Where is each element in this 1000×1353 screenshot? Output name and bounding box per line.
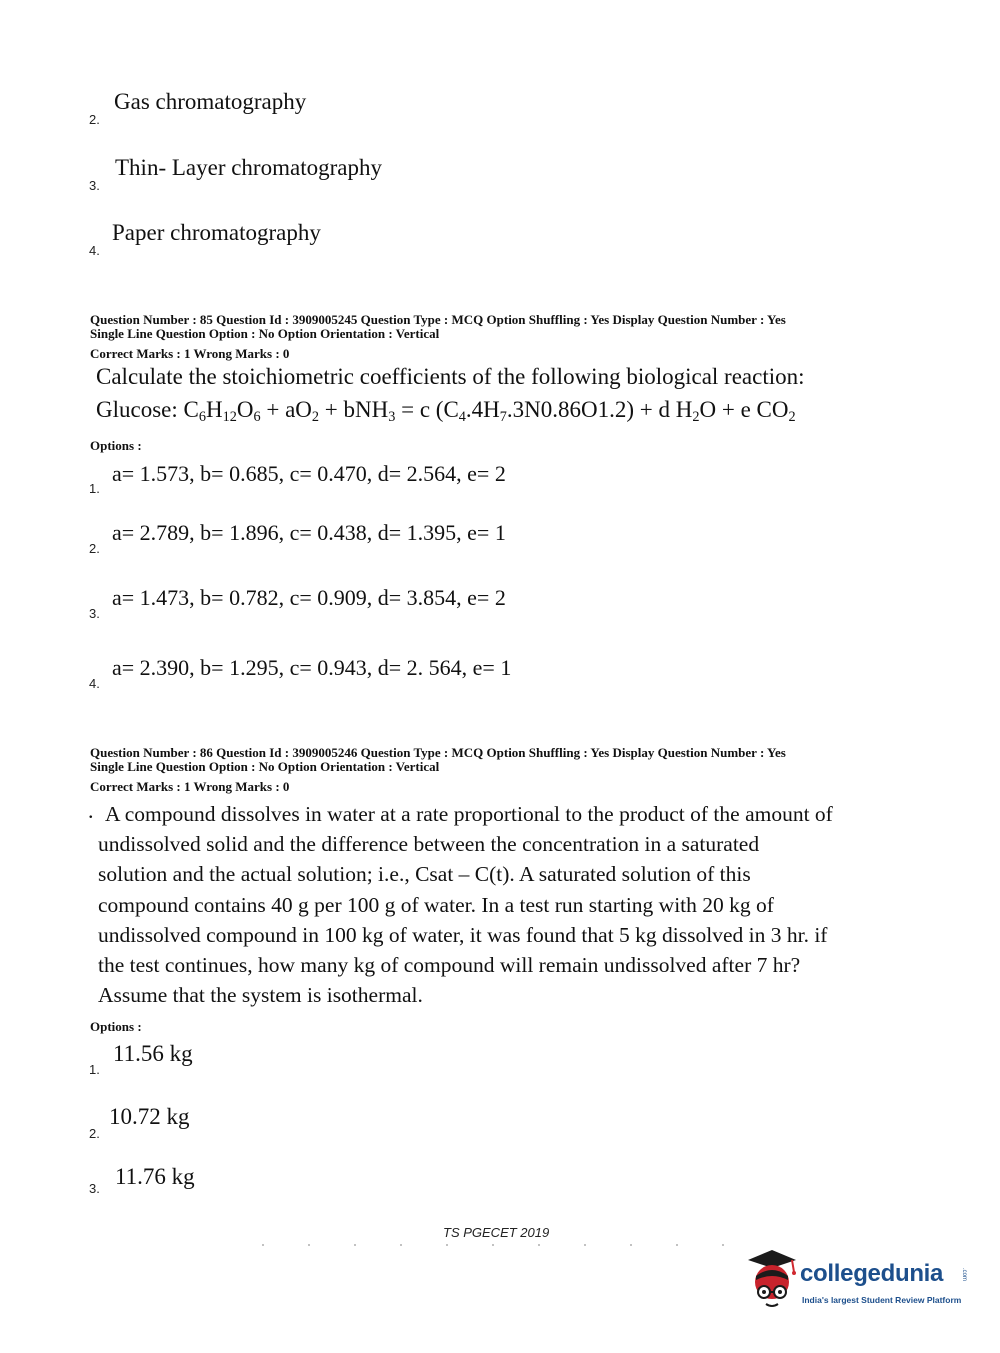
- question-line: the test continues, how many kg of compound will remain undissolved after 7 hr?: [98, 953, 801, 978]
- question-text: Calculate the stoichiometric coefficients of the following biological reaction:: [96, 364, 805, 389]
- reaction-equation: Glucose: $C_6H_{12}O_6 + aO_2 + bNH_3 = c$ $(C_4.4H_7.3N0.86O1.2) + d$ $H_2O + e$ $CO_2$: [96, 397, 796, 425]
- question-bullet: .: [88, 798, 94, 823]
- collegedunia-mascot-icon: [742, 1246, 800, 1310]
- option-text: Thin- Layer chromatography: [115, 155, 382, 180]
- options-label: Options :: [90, 1019, 142, 1034]
- option-number: 2.: [89, 112, 100, 127]
- question-marks: Correct Marks : 1 Wrong Marks : 0: [90, 779, 290, 794]
- option-text: a= 2.789, b= 1.896, c= 0.438, d= 1.395, e= 1: [112, 520, 506, 545]
- question-line: undissolved compound in 100 kg of water, it was found that 5 kg dissolved in 3 hr. if: [98, 922, 828, 947]
- exam-footer: TS PGECET 2019: [443, 1225, 550, 1240]
- option-number: 1.: [89, 481, 100, 496]
- option-text: a= 1.473, b= 0.782, c= 0.909, d= 3.854, e= 2: [112, 585, 506, 610]
- question-meta-line1: Question Number : 85 Question Id : 3909005245 Question Type : MCQ Option Shuffling : Yes Display Question Number : Yes: [90, 312, 786, 327]
- option-number: 4.: [89, 676, 100, 691]
- option-text: Gas chromatography: [114, 89, 307, 114]
- question-line: undissolved solid and the difference between the concentration in a saturated: [98, 832, 760, 857]
- question-meta-line2: Single Line Question Option : No Option Orientation : Vertical: [90, 759, 440, 774]
- option-number: 2.: [89, 1126, 100, 1141]
- option-text: a= 2.390, b= 1.295, c= 0.943, d= 2. 564, e= 1: [112, 655, 512, 680]
- option-number: 1.: [89, 1062, 100, 1077]
- option-text: 11.76 kg: [115, 1164, 195, 1189]
- option-number: 3.: [89, 606, 100, 621]
- collegedunia-logo-text: collegedunia: [800, 1260, 944, 1287]
- options-label: Options :: [90, 438, 142, 453]
- option-text: 11.56 kg: [113, 1041, 193, 1066]
- logo-suffix: .com: [961, 1268, 967, 1282]
- option-number: 3.: [89, 1181, 100, 1196]
- option-number: 2.: [89, 541, 100, 556]
- question-line: Assume that the system is isothermal.: [98, 983, 423, 1008]
- question-text: [98, 799, 888, 1010]
- question-meta-line2: Single Line Question Option : No Option Orientation : Vertical: [90, 326, 440, 341]
- logo-tagline: India's largest Student Review Platform: [802, 1295, 962, 1305]
- question-line: compound contains 40 g per 100 g of water. In a test run starting with 20 kg of: [98, 892, 774, 917]
- option-text: 10.72 kg: [109, 1104, 190, 1129]
- question-line: solution and the actual solution; i.e., Csat – C(t). A saturated solution of this: [98, 862, 751, 887]
- option-number: 3.: [89, 178, 100, 193]
- footer-divider: [240, 1244, 760, 1246]
- option-number: 4.: [89, 243, 100, 258]
- question-line: A compound dissolves in water at a rate proportional to the product of the amount of: [105, 802, 833, 826]
- option-text: a= 1.573, b= 0.685, c= 0.470, d= 2.564, e= 2: [112, 461, 506, 486]
- option-text: Paper chromatography: [112, 220, 321, 245]
- question-marks: Correct Marks : 1 Wrong Marks : 0: [90, 346, 290, 361]
- question-meta-line1: Question Number : 86 Question Id : 3909005246 Question Type : MCQ Option Shuffling : Yes Display Question Number : Yes: [90, 745, 786, 760]
